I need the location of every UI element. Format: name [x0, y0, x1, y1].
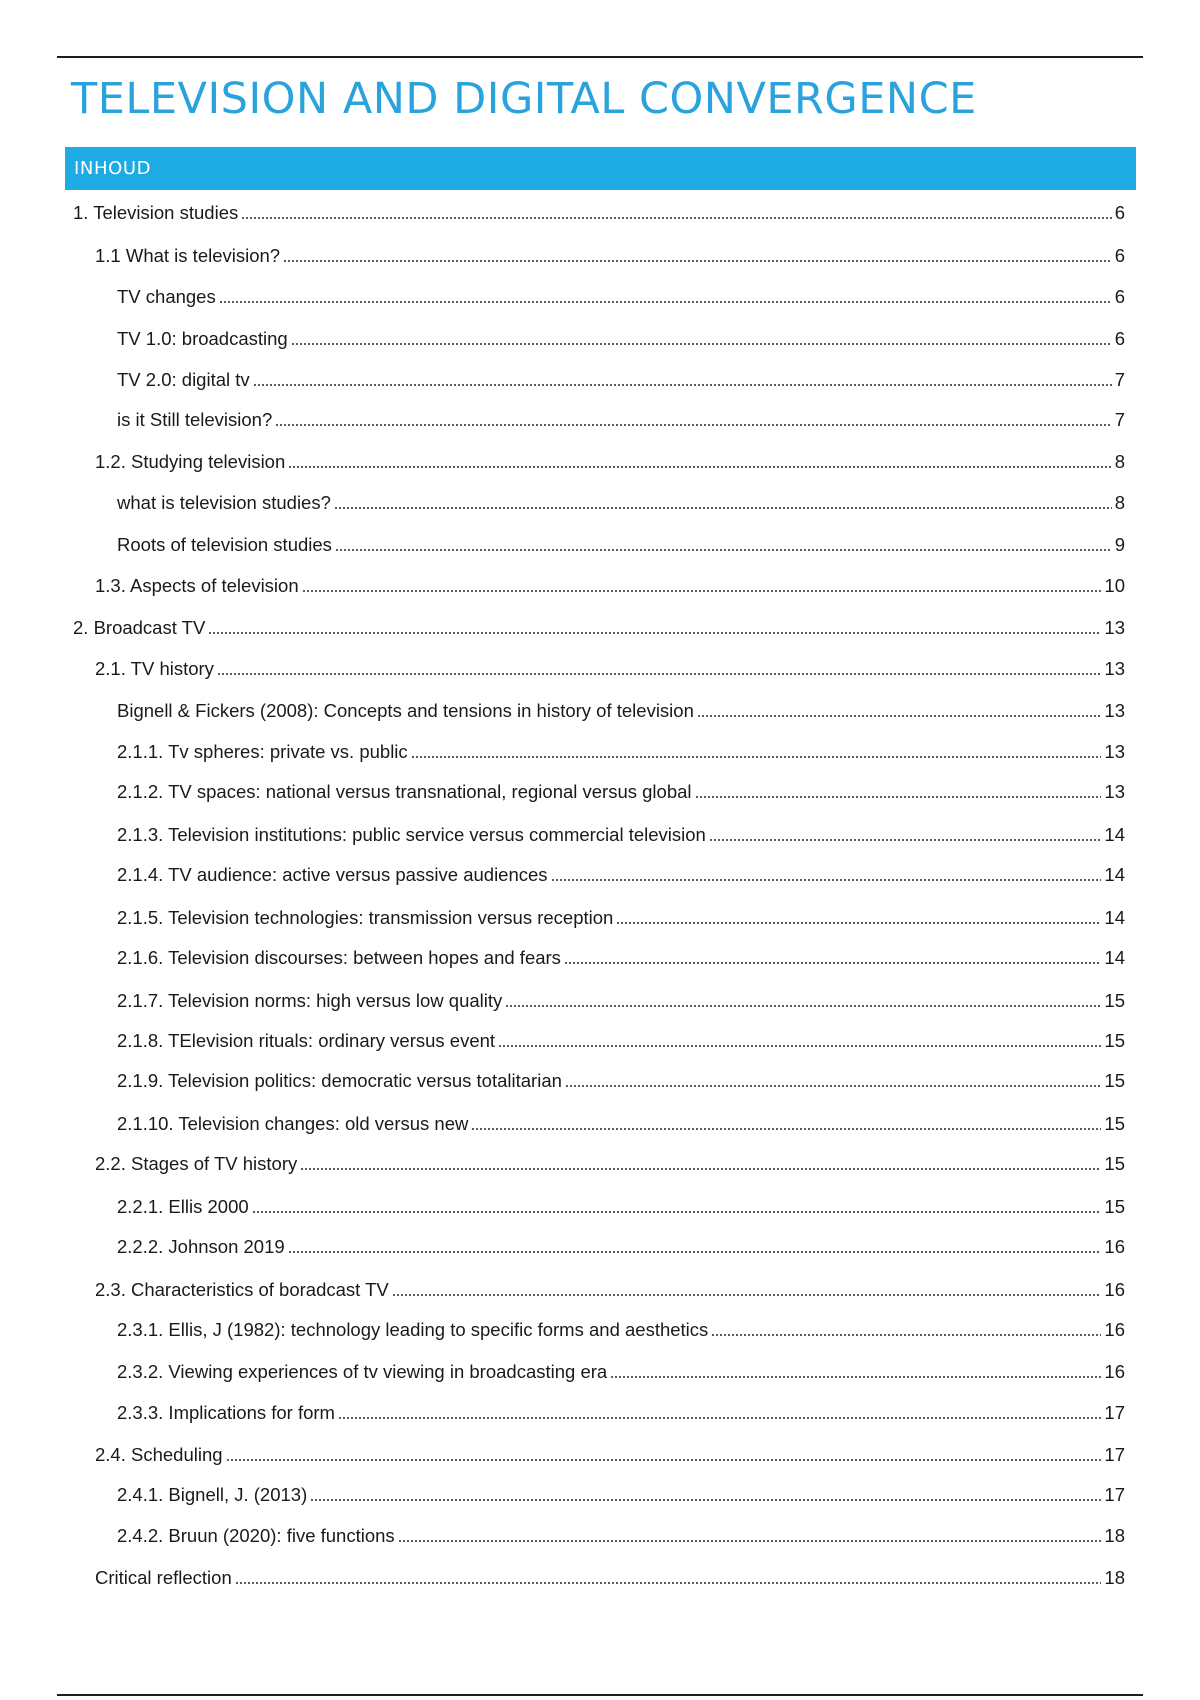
toc-heading: INHOUD: [74, 158, 152, 179]
dot-leader: [616, 922, 1101, 924]
dot-leader: [565, 1085, 1102, 1087]
bottom-rule: [57, 1694, 1143, 1696]
toc-entry-broadcast-tv[interactable]: [73, 613, 1125, 639]
toc-entry-page: 14: [1104, 824, 1125, 845]
dot-leader: [471, 1128, 1101, 1130]
toc-entry-title: 2.2. Stages of TV history: [95, 1153, 298, 1174]
toc-entry-title: 2.1.10. Television changes: old versus new: [117, 1113, 469, 1134]
toc-entry-page: 16: [1104, 1279, 1125, 1300]
dot-leader: [219, 301, 1112, 303]
toc-entry-page: 6: [1114, 328, 1125, 349]
dot-leader: [302, 590, 1102, 592]
toc-entry-title: 1.3. Aspects of television: [95, 575, 299, 596]
toc-entry-title: 2.4.2. Bruun (2020): five functions: [117, 1525, 395, 1546]
dot-leader: [709, 839, 1102, 841]
dot-leader: [498, 1045, 1101, 1047]
dot-leader: [505, 1005, 1101, 1007]
dot-leader: [253, 384, 1112, 386]
toc-entry-title: is it Still television?: [117, 409, 273, 430]
toc-entry-title: what is television studies?: [117, 492, 331, 513]
toc-entry-studying-television[interactable]: [95, 447, 1125, 473]
toc-entry-title: 2.1.4. TV audience: active versus passive audiences: [117, 864, 548, 885]
toc-entry-characteristics-broadcast[interactable]: [95, 1275, 1125, 1301]
dot-leader: [283, 260, 1112, 262]
dot-leader: [217, 673, 1101, 675]
toc-entry-title: 2.1.6. Television discourses: between hopes and fears: [117, 947, 561, 968]
toc-entry-title: 1. Television studies: [73, 202, 239, 223]
dot-leader: [338, 1417, 1101, 1419]
toc-entry-page: 15: [1104, 1113, 1125, 1134]
toc-entry-aspects-of-television[interactable]: [95, 571, 1125, 597]
dot-leader: [392, 1294, 1102, 1296]
toc-entry-scheduling[interactable]: [95, 1440, 1125, 1466]
dot-leader: [252, 1211, 1102, 1213]
dot-leader: [697, 715, 1102, 717]
toc-entry-bignell-2013[interactable]: [117, 1480, 1125, 1506]
toc-entry-title: 2.3.1. Ellis, J (1982): technology leading to specific forms and aesthetics: [117, 1319, 709, 1340]
toc-entry-page: 13: [1104, 700, 1125, 721]
toc-entry-ellis-1982[interactable]: [117, 1315, 1125, 1341]
toc-entry-page: 6: [1114, 245, 1125, 266]
toc-entry-title: 2.2.1. Ellis 2000: [117, 1196, 249, 1217]
toc-entry-page: 10: [1104, 575, 1125, 596]
toc-entry-page: 15: [1104, 1030, 1125, 1051]
dot-leader: [291, 343, 1112, 345]
toc-entry-page: 18: [1104, 1525, 1125, 1546]
toc-entry-page: 16: [1104, 1361, 1125, 1382]
toc-entry-what-is-television[interactable]: [95, 241, 1125, 267]
toc-entry-tv-technologies[interactable]: [117, 903, 1125, 929]
toc-entry-page: 6: [1114, 286, 1125, 307]
dot-leader: [300, 1168, 1101, 1170]
toc-entry-page: 15: [1104, 990, 1125, 1011]
dot-leader: [208, 632, 1101, 634]
dot-leader: [310, 1499, 1101, 1501]
toc-entry-roots-of-tv-studies[interactable]: [117, 530, 1125, 556]
toc-entry-tv-1-broadcasting[interactable]: [117, 324, 1125, 350]
toc-entry-tv-institutions[interactable]: [117, 820, 1125, 846]
toc-entry-page: 7: [1114, 369, 1125, 390]
document-title: TELEVISION AND DIGITAL CONVERGENCE: [71, 74, 977, 124]
toc-entry-still-television[interactable]: [117, 405, 1125, 431]
toc-entry-tv-politics[interactable]: [117, 1066, 1125, 1092]
top-rule: [57, 56, 1143, 58]
toc-entry-page: 14: [1104, 947, 1125, 968]
toc-entry-ellis-2000[interactable]: [117, 1192, 1125, 1218]
toc-entry-title: 2.3. Characteristics of boradcast TV: [95, 1279, 389, 1300]
toc-entry-page: 8: [1114, 451, 1125, 472]
toc-entry-page: 17: [1104, 1484, 1125, 1505]
toc-entry-title: 2.1.1. Tv spheres: private vs. public: [117, 741, 408, 762]
toc-entry-title: 2.4. Scheduling: [95, 1444, 223, 1465]
dot-leader: [711, 1334, 1101, 1336]
toc-entry-page: 16: [1104, 1236, 1125, 1257]
dot-leader: [241, 217, 1111, 219]
toc-entry-title: 2.2.2. Johnson 2019: [117, 1236, 285, 1257]
toc-entry-page: 9: [1114, 534, 1125, 555]
toc-entry-tv-rituals[interactable]: [117, 1026, 1125, 1052]
toc-entry-tv-history[interactable]: [95, 654, 1125, 680]
toc-entry-title: Roots of television studies: [117, 534, 332, 555]
toc-entry-implications-form[interactable]: [117, 1398, 1125, 1424]
dot-leader: [695, 796, 1102, 798]
dot-leader: [610, 1376, 1101, 1378]
toc-entry-tv-discourses[interactable]: [117, 943, 1125, 969]
toc-entry-stages-tv-history[interactable]: [95, 1149, 1125, 1175]
toc-entry-tv-2-digital[interactable]: [117, 365, 1125, 391]
toc-entry-title: 2.1.8. TElevision rituals: ordinary versus event: [117, 1030, 496, 1051]
dot-leader: [564, 962, 1101, 964]
toc-entry-television-studies[interactable]: [73, 198, 1125, 224]
toc-entry-tv-spaces[interactable]: [117, 777, 1125, 803]
dot-leader: [235, 1582, 1102, 1584]
toc-entry-title: TV 2.0: digital tv: [117, 369, 250, 390]
toc-entry-bruun-2020[interactable]: [117, 1521, 1125, 1547]
toc-entry-page: 14: [1104, 907, 1125, 928]
toc-entry-tv-changes[interactable]: [117, 282, 1125, 308]
toc-entry-page: 7: [1114, 409, 1125, 430]
dot-leader: [398, 1540, 1102, 1542]
toc-entry-page: 15: [1104, 1070, 1125, 1091]
toc-entry-page: 17: [1104, 1402, 1125, 1423]
toc-entry-title: 2.1.5. Television technologies: transmission versus reception: [117, 907, 614, 928]
toc-entry-bignell-fickers[interactable]: [117, 696, 1125, 722]
toc-entry-title: 2.1.7. Television norms: high versus low quality: [117, 990, 503, 1011]
toc-entry-page: 13: [1104, 741, 1125, 762]
dot-leader: [288, 1251, 1102, 1253]
toc-entry-page: 8: [1114, 492, 1125, 513]
toc-entry-page: 13: [1104, 658, 1125, 679]
toc-entry-page: 16: [1104, 1319, 1125, 1340]
toc-entry-title: Critical reflection: [95, 1567, 232, 1588]
toc-entry-title: 2.1.2. TV spaces: national versus transnational, regional versus global: [117, 781, 692, 802]
dot-leader: [288, 466, 1111, 468]
toc-entry-title: 2.3.2. Viewing experiences of tv viewing in broadcasting era: [117, 1361, 608, 1382]
toc-entry-title: 2.1. TV history: [95, 658, 214, 679]
toc-entry-title: 1.2. Studying television: [95, 451, 286, 472]
toc-entry-page: 6: [1114, 202, 1125, 223]
toc-entry-title: 2.1.3. Television institutions: public service versus commercial television: [117, 824, 706, 845]
toc-heading-bar: [65, 147, 1136, 190]
toc-entry-page: 15: [1104, 1196, 1125, 1217]
toc-entry-title: 2.3.3. Implications for form: [117, 1402, 335, 1423]
toc-entry-page: 15: [1104, 1153, 1125, 1174]
dot-leader: [334, 507, 1112, 509]
toc-entry-page: 13: [1104, 781, 1125, 802]
toc-entry-what-is-tv-studies[interactable]: [117, 488, 1125, 514]
toc-entry-title: Bignell & Fickers (2008): Concepts and tensions in history of television: [117, 700, 694, 721]
dot-leader: [335, 549, 1112, 551]
toc-entry-tv-norms[interactable]: [117, 986, 1125, 1012]
toc-entry-tv-spheres[interactable]: [117, 737, 1125, 763]
toc-entry-page: 18: [1104, 1567, 1125, 1588]
toc-entry-title: TV 1.0: broadcasting: [117, 328, 288, 349]
toc-entry-title: 1.1 What is television?: [95, 245, 281, 266]
toc-entry-title: 2.4.1. Bignell, J. (2013): [117, 1484, 308, 1505]
toc-entry-viewing-experiences[interactable]: [117, 1357, 1125, 1383]
toc-entry-page: 13: [1104, 617, 1125, 638]
dot-leader: [551, 879, 1102, 881]
toc-entry-johnson-2019[interactable]: [117, 1232, 1125, 1258]
toc-entry-page: 14: [1104, 864, 1125, 885]
dot-leader: [226, 1459, 1102, 1461]
toc-entry-page: 17: [1104, 1444, 1125, 1465]
toc-entry-critical-reflection[interactable]: [95, 1563, 1125, 1589]
toc-entry-tv-audience[interactable]: [117, 860, 1125, 886]
dot-leader: [275, 424, 1111, 426]
toc-entry-tv-changes-old-new[interactable]: [117, 1109, 1125, 1135]
dot-leader: [411, 756, 1102, 758]
toc-entry-title: TV changes: [117, 286, 216, 307]
toc-entry-title: 2.1.9. Television politics: democratic versus totalitarian: [117, 1070, 562, 1091]
toc-entry-title: 2. Broadcast TV: [73, 617, 206, 638]
